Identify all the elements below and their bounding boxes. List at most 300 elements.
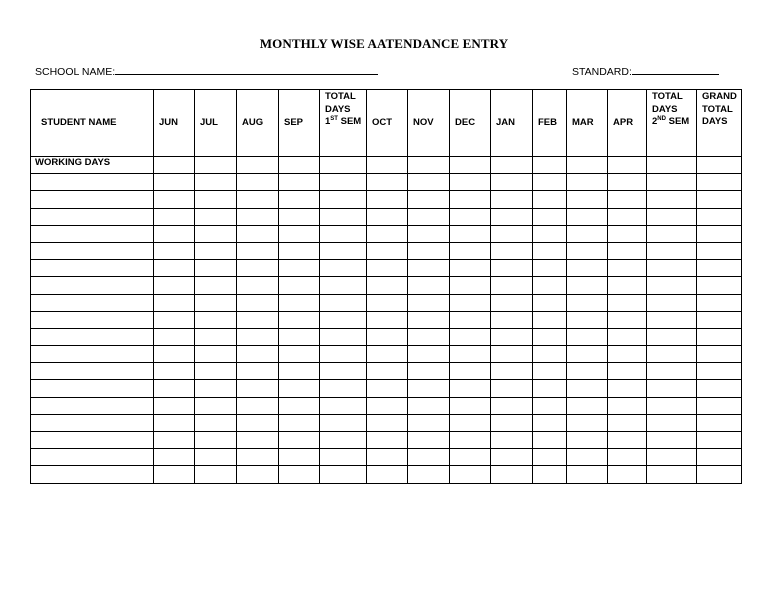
attendance-cell[interactable]: [608, 191, 647, 208]
attendance-cell[interactable]: [450, 311, 491, 328]
attendance-cell[interactable]: [608, 363, 647, 380]
attendance-cell[interactable]: [408, 346, 450, 363]
student-name-cell[interactable]: [31, 225, 154, 242]
student-name-cell[interactable]: [31, 294, 154, 311]
attendance-cell[interactable]: [279, 380, 320, 397]
attendance-cell[interactable]: [279, 466, 320, 483]
attendance-cell[interactable]: [154, 157, 195, 174]
attendance-cell[interactable]: [320, 191, 367, 208]
attendance-cell[interactable]: [567, 260, 608, 277]
attendance-cell[interactable]: [491, 311, 533, 328]
attendance-cell[interactable]: [279, 191, 320, 208]
attendance-cell[interactable]: [154, 449, 195, 466]
student-row: [31, 432, 742, 449]
attendance-cell[interactable]: [408, 466, 450, 483]
attendance-cell[interactable]: [533, 363, 567, 380]
attendance-cell[interactable]: [533, 328, 567, 345]
attendance-cell[interactable]: [697, 277, 742, 294]
attendance-cell[interactable]: [237, 191, 279, 208]
student-row: [31, 311, 742, 328]
attendance-cell[interactable]: [647, 260, 697, 277]
attendance-cell[interactable]: [367, 328, 408, 345]
attendance-cell[interactable]: [567, 414, 608, 431]
attendance-cell[interactable]: [567, 157, 608, 174]
attendance-cell[interactable]: [237, 208, 279, 225]
attendance-cell[interactable]: [697, 363, 742, 380]
attendance-cell[interactable]: [450, 294, 491, 311]
attendance-cell[interactable]: [608, 432, 647, 449]
attendance-cell[interactable]: [195, 191, 237, 208]
student-name-cell[interactable]: [31, 208, 154, 225]
attendance-cell[interactable]: [450, 397, 491, 414]
attendance-cell[interactable]: [491, 242, 533, 259]
attendance-cell[interactable]: [367, 311, 408, 328]
attendance-cell[interactable]: [533, 157, 567, 174]
attendance-cell[interactable]: [491, 397, 533, 414]
student-row: [31, 242, 742, 259]
attendance-cell[interactable]: [697, 157, 742, 174]
attendance-cell[interactable]: [450, 242, 491, 259]
attendance-cell[interactable]: [697, 380, 742, 397]
attendance-cell[interactable]: [237, 397, 279, 414]
attendance-cell[interactable]: [195, 208, 237, 225]
attendance-cell[interactable]: [533, 397, 567, 414]
attendance-cell[interactable]: [237, 328, 279, 345]
attendance-cell[interactable]: [320, 466, 367, 483]
attendance-cell[interactable]: [320, 294, 367, 311]
attendance-cell[interactable]: [450, 380, 491, 397]
attendance-cell[interactable]: [320, 449, 367, 466]
attendance-cell[interactable]: [367, 449, 408, 466]
standard-label: STANDARD:: [572, 66, 632, 78]
attendance-cell[interactable]: [408, 157, 450, 174]
attendance-cell[interactable]: [450, 260, 491, 277]
attendance-cell[interactable]: [608, 311, 647, 328]
attendance-cell[interactable]: [154, 294, 195, 311]
attendance-cell[interactable]: [408, 225, 450, 242]
attendance-cell[interactable]: [647, 157, 697, 174]
attendance-cell[interactable]: [647, 363, 697, 380]
attendance-cell[interactable]: [533, 414, 567, 431]
attendance-cell[interactable]: [367, 174, 408, 191]
attendance-cell[interactable]: [320, 311, 367, 328]
student-name-cell[interactable]: [31, 174, 154, 191]
attendance-cell[interactable]: [567, 466, 608, 483]
attendance-cell[interactable]: [154, 208, 195, 225]
attendance-cell[interactable]: [697, 449, 742, 466]
attendance-cell[interactable]: [320, 174, 367, 191]
attendance-cell[interactable]: [567, 191, 608, 208]
attendance-cell[interactable]: [533, 191, 567, 208]
attendance-cell[interactable]: [195, 157, 237, 174]
attendance-cell[interactable]: [647, 225, 697, 242]
attendance-cell[interactable]: [567, 311, 608, 328]
attendance-cell[interactable]: [608, 346, 647, 363]
attendance-cell[interactable]: [279, 157, 320, 174]
attendance-cell[interactable]: [154, 363, 195, 380]
header-total1-sem: SEM: [340, 116, 362, 127]
student-name-cell[interactable]: [31, 449, 154, 466]
attendance-cell[interactable]: [195, 311, 237, 328]
attendance-cell[interactable]: [320, 363, 367, 380]
attendance-cell[interactable]: [533, 242, 567, 259]
attendance-cell[interactable]: [367, 277, 408, 294]
attendance-cell[interactable]: [491, 277, 533, 294]
attendance-cell[interactable]: [647, 242, 697, 259]
attendance-cell[interactable]: [367, 260, 408, 277]
attendance-cell[interactable]: [237, 277, 279, 294]
attendance-cell[interactable]: [320, 225, 367, 242]
attendance-cell[interactable]: [491, 363, 533, 380]
attendance-cell[interactable]: [491, 432, 533, 449]
header-grand-line2: TOTAL: [702, 103, 733, 115]
attendance-cell[interactable]: [195, 260, 237, 277]
attendance-cell[interactable]: [533, 208, 567, 225]
standard-blank[interactable]: [632, 64, 719, 75]
attendance-cell[interactable]: [279, 208, 320, 225]
attendance-cell[interactable]: [567, 380, 608, 397]
attendance-cell[interactable]: [647, 208, 697, 225]
attendance-cell[interactable]: [195, 397, 237, 414]
student-name-cell[interactable]: [31, 397, 154, 414]
attendance-cell[interactable]: [450, 191, 491, 208]
student-name-cell[interactable]: [31, 242, 154, 259]
attendance-cell[interactable]: [408, 311, 450, 328]
attendance-cell[interactable]: [533, 346, 567, 363]
attendance-cell[interactable]: [491, 260, 533, 277]
attendance-cell[interactable]: [697, 311, 742, 328]
attendance-cell[interactable]: [450, 328, 491, 345]
attendance-cell[interactable]: [608, 260, 647, 277]
attendance-cell[interactable]: [450, 414, 491, 431]
attendance-cell[interactable]: [408, 432, 450, 449]
attendance-cell[interactable]: [697, 208, 742, 225]
attendance-cell[interactable]: [154, 328, 195, 345]
attendance-cell[interactable]: [450, 466, 491, 483]
attendance-cell[interactable]: [279, 328, 320, 345]
attendance-cell[interactable]: [408, 208, 450, 225]
attendance-cell[interactable]: [367, 397, 408, 414]
attendance-cell[interactable]: [647, 346, 697, 363]
attendance-cell[interactable]: [279, 414, 320, 431]
attendance-cell[interactable]: [533, 449, 567, 466]
attendance-cell[interactable]: [450, 157, 491, 174]
attendance-cell[interactable]: [195, 414, 237, 431]
attendance-cell[interactable]: [647, 277, 697, 294]
attendance-cell[interactable]: [195, 449, 237, 466]
attendance-cell[interactable]: [567, 174, 608, 191]
attendance-cell[interactable]: [367, 242, 408, 259]
attendance-cell[interactable]: [608, 380, 647, 397]
student-row: [31, 294, 742, 311]
attendance-cell[interactable]: [697, 294, 742, 311]
attendance-cell[interactable]: [237, 466, 279, 483]
attendance-cell[interactable]: [697, 260, 742, 277]
attendance-cell[interactable]: [647, 380, 697, 397]
attendance-cell[interactable]: [408, 260, 450, 277]
attendance-cell[interactable]: [697, 466, 742, 483]
attendance-cell[interactable]: [154, 311, 195, 328]
attendance-cell[interactable]: [450, 225, 491, 242]
attendance-cell[interactable]: [697, 242, 742, 259]
header-feb: FEB: [533, 90, 567, 157]
attendance-cell[interactable]: [195, 174, 237, 191]
attendance-cell[interactable]: [491, 157, 533, 174]
attendance-cell[interactable]: [567, 242, 608, 259]
student-row: [31, 208, 742, 225]
attendance-cell[interactable]: [647, 174, 697, 191]
attendance-cell[interactable]: [567, 449, 608, 466]
attendance-cell[interactable]: [279, 363, 320, 380]
attendance-cell[interactable]: [367, 225, 408, 242]
attendance-cell[interactable]: [320, 208, 367, 225]
attendance-cell[interactable]: [237, 225, 279, 242]
student-name-cell[interactable]: [31, 260, 154, 277]
attendance-cell[interactable]: [491, 414, 533, 431]
attendance-cell[interactable]: [647, 191, 697, 208]
attendance-cell[interactable]: [408, 191, 450, 208]
attendance-cell[interactable]: [195, 242, 237, 259]
attendance-cell[interactable]: [408, 363, 450, 380]
attendance-cell[interactable]: [237, 432, 279, 449]
attendance-cell[interactable]: [533, 174, 567, 191]
attendance-cell[interactable]: [279, 397, 320, 414]
attendance-cell[interactable]: [491, 449, 533, 466]
attendance-cell[interactable]: [408, 277, 450, 294]
attendance-cell[interactable]: [320, 277, 367, 294]
attendance-cell[interactable]: [237, 174, 279, 191]
attendance-cell[interactable]: [320, 432, 367, 449]
attendance-cell[interactable]: [367, 466, 408, 483]
attendance-cell[interactable]: [154, 191, 195, 208]
student-name-cell[interactable]: [31, 191, 154, 208]
attendance-cell[interactable]: [608, 208, 647, 225]
attendance-cell[interactable]: [647, 449, 697, 466]
attendance-cell[interactable]: [567, 328, 608, 345]
attendance-cell[interactable]: [697, 346, 742, 363]
attendance-cell[interactable]: [567, 363, 608, 380]
attendance-cell[interactable]: [195, 277, 237, 294]
attendance-cell[interactable]: [195, 363, 237, 380]
attendance-cell[interactable]: [697, 328, 742, 345]
attendance-cell[interactable]: [567, 346, 608, 363]
attendance-cell[interactable]: [279, 311, 320, 328]
attendance-cell[interactable]: [367, 363, 408, 380]
attendance-cell[interactable]: [154, 346, 195, 363]
attendance-cell[interactable]: [279, 242, 320, 259]
attendance-cell[interactable]: [647, 294, 697, 311]
attendance-cell[interactable]: [408, 242, 450, 259]
attendance-cell[interactable]: [154, 432, 195, 449]
attendance-cell[interactable]: [697, 191, 742, 208]
attendance-cell[interactable]: [279, 174, 320, 191]
attendance-cell[interactable]: [237, 380, 279, 397]
attendance-cell[interactable]: [195, 225, 237, 242]
attendance-cell[interactable]: [533, 380, 567, 397]
attendance-cell[interactable]: [237, 260, 279, 277]
attendance-cell[interactable]: [154, 466, 195, 483]
attendance-cell[interactable]: [697, 225, 742, 242]
attendance-cell[interactable]: [320, 414, 367, 431]
student-name-cell[interactable]: [31, 414, 154, 431]
attendance-cell[interactable]: [567, 294, 608, 311]
header-total1-num: 1: [325, 116, 331, 127]
attendance-cell[interactable]: [367, 414, 408, 431]
attendance-cell[interactable]: [608, 397, 647, 414]
attendance-cell[interactable]: [567, 225, 608, 242]
attendance-cell[interactable]: [237, 242, 279, 259]
attendance-cell[interactable]: [647, 414, 697, 431]
student-name-cell[interactable]: [31, 380, 154, 397]
student-name-cell[interactable]: [31, 328, 154, 345]
student-name-cell[interactable]: [31, 466, 154, 483]
student-name-cell[interactable]: [31, 363, 154, 380]
attendance-cell[interactable]: [237, 363, 279, 380]
attendance-cell[interactable]: [237, 294, 279, 311]
attendance-cell[interactable]: [279, 346, 320, 363]
attendance-cell[interactable]: [647, 397, 697, 414]
attendance-cell[interactable]: [154, 397, 195, 414]
attendance-cell[interactable]: [320, 328, 367, 345]
attendance-cell[interactable]: [367, 432, 408, 449]
attendance-cell[interactable]: [320, 397, 367, 414]
attendance-cell[interactable]: [367, 346, 408, 363]
attendance-cell[interactable]: [154, 260, 195, 277]
attendance-cell[interactable]: [533, 311, 567, 328]
attendance-cell[interactable]: [567, 397, 608, 414]
attendance-cell[interactable]: [154, 225, 195, 242]
attendance-cell[interactable]: [320, 380, 367, 397]
attendance-cell[interactable]: [320, 260, 367, 277]
attendance-cell[interactable]: [491, 225, 533, 242]
attendance-cell[interactable]: [195, 294, 237, 311]
attendance-cell[interactable]: [608, 174, 647, 191]
attendance-cell[interactable]: [408, 414, 450, 431]
header-total2-sup: ND: [657, 115, 666, 122]
attendance-cell[interactable]: [491, 208, 533, 225]
attendance-cell[interactable]: [567, 432, 608, 449]
attendance-cell[interactable]: [154, 174, 195, 191]
attendance-cell[interactable]: [279, 277, 320, 294]
attendance-cell[interactable]: [608, 449, 647, 466]
attendance-cell[interactable]: [450, 174, 491, 191]
attendance-cell[interactable]: [237, 157, 279, 174]
attendance-cell[interactable]: [608, 242, 647, 259]
attendance-cell[interactable]: [533, 432, 567, 449]
attendance-cell[interactable]: [567, 277, 608, 294]
attendance-cell[interactable]: [697, 432, 742, 449]
attendance-cell[interactable]: [647, 466, 697, 483]
attendance-cell[interactable]: [367, 208, 408, 225]
attendance-cell[interactable]: [450, 363, 491, 380]
attendance-cell[interactable]: [491, 294, 533, 311]
attendance-cell[interactable]: [533, 294, 567, 311]
attendance-cell[interactable]: [533, 225, 567, 242]
student-name-cell[interactable]: [31, 311, 154, 328]
attendance-cell[interactable]: [237, 449, 279, 466]
attendance-cell[interactable]: [491, 174, 533, 191]
attendance-cell[interactable]: [154, 414, 195, 431]
attendance-cell[interactable]: [533, 277, 567, 294]
attendance-cell[interactable]: [279, 449, 320, 466]
attendance-cell[interactable]: [491, 346, 533, 363]
attendance-cell[interactable]: [450, 277, 491, 294]
attendance-cell[interactable]: [154, 242, 195, 259]
attendance-cell[interactable]: [195, 432, 237, 449]
attendance-cell[interactable]: [408, 449, 450, 466]
attendance-cell[interactable]: [195, 466, 237, 483]
attendance-cell[interactable]: [279, 432, 320, 449]
attendance-cell[interactable]: [237, 346, 279, 363]
student-name-cell[interactable]: [31, 277, 154, 294]
attendance-cell[interactable]: [237, 414, 279, 431]
student-row: [31, 328, 742, 345]
attendance-cell[interactable]: [491, 466, 533, 483]
attendance-cell[interactable]: [608, 328, 647, 345]
attendance-cell[interactable]: [608, 466, 647, 483]
attendance-cell[interactable]: [697, 414, 742, 431]
student-name-cell[interactable]: [31, 346, 154, 363]
attendance-cell[interactable]: [608, 157, 647, 174]
attendance-cell[interactable]: [567, 208, 608, 225]
attendance-cell[interactable]: [154, 380, 195, 397]
attendance-cell[interactable]: [320, 157, 367, 174]
attendance-cell[interactable]: [279, 260, 320, 277]
attendance-cell[interactable]: [237, 311, 279, 328]
attendance-cell[interactable]: [320, 346, 367, 363]
attendance-cell[interactable]: [408, 328, 450, 345]
attendance-cell[interactable]: [367, 380, 408, 397]
attendance-cell[interactable]: [647, 311, 697, 328]
attendance-cell[interactable]: [491, 380, 533, 397]
attendance-cell[interactable]: [408, 397, 450, 414]
attendance-cell[interactable]: [450, 208, 491, 225]
attendance-cell[interactable]: [450, 449, 491, 466]
attendance-cell[interactable]: [533, 466, 567, 483]
header-jun: JUN: [154, 90, 195, 157]
attendance-cell[interactable]: [450, 432, 491, 449]
attendance-cell[interactable]: [195, 380, 237, 397]
student-name-cell[interactable]: [31, 432, 154, 449]
attendance-cell[interactable]: [697, 397, 742, 414]
attendance-cell[interactable]: [491, 328, 533, 345]
attendance-cell[interactable]: [608, 225, 647, 242]
attendance-cell[interactable]: [647, 432, 697, 449]
attendance-cell[interactable]: [367, 191, 408, 208]
attendance-cell[interactable]: [367, 294, 408, 311]
attendance-cell[interactable]: [647, 328, 697, 345]
attendance-cell[interactable]: [533, 260, 567, 277]
attendance-cell[interactable]: [154, 277, 195, 294]
header-student-name: STUDENT NAME: [31, 90, 154, 157]
attendance-cell[interactable]: [408, 294, 450, 311]
attendance-cell[interactable]: [697, 174, 742, 191]
attendance-cell[interactable]: [195, 346, 237, 363]
attendance-cell[interactable]: [367, 157, 408, 174]
attendance-cell[interactable]: [320, 242, 367, 259]
attendance-cell[interactable]: [408, 174, 450, 191]
attendance-cell[interactable]: [491, 191, 533, 208]
attendance-cell[interactable]: [408, 380, 450, 397]
attendance-cell[interactable]: [608, 294, 647, 311]
attendance-cell[interactable]: [279, 225, 320, 242]
attendance-cell[interactable]: [279, 294, 320, 311]
attendance-cell[interactable]: [608, 277, 647, 294]
attendance-cell[interactable]: [195, 328, 237, 345]
attendance-cell[interactable]: [608, 414, 647, 431]
attendance-cell[interactable]: [450, 346, 491, 363]
school-name-blank[interactable]: [115, 64, 378, 75]
